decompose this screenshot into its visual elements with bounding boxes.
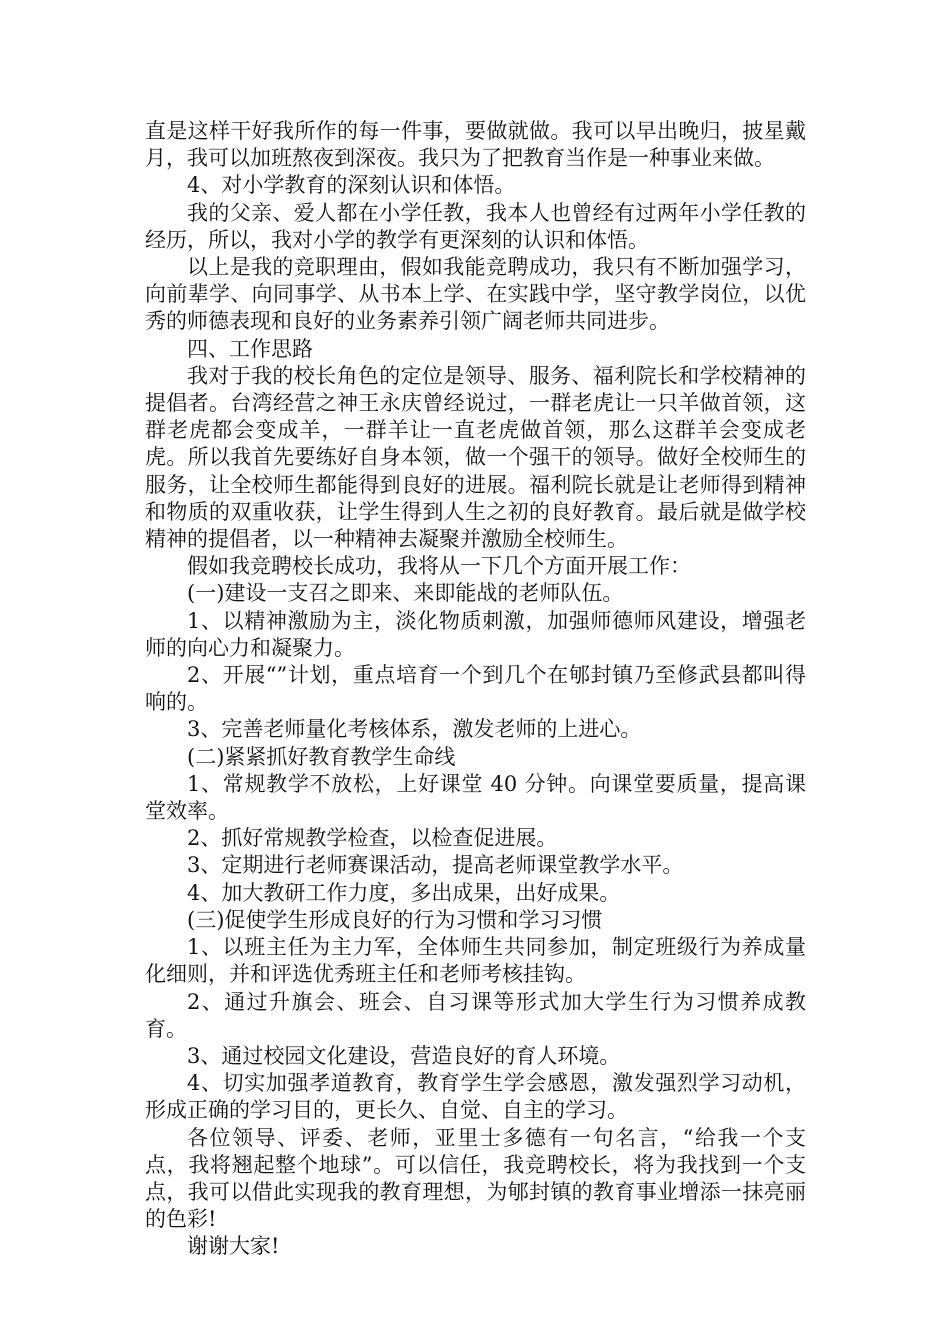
list-item: 4、加大教研工作力度，多出成果，出好成果。: [187, 880, 621, 905]
list-item: 3、通过校园文化建设，营造良好的育人环境。: [187, 1043, 621, 1068]
document-body: [145, 118, 806, 1261]
paragraph: 假如我竞聘校长成功，我将从一下几个方面开展工作：: [187, 554, 691, 579]
paragraph-continuation: 直是这样干好我所作的每一件事，要做就做。我可以早出晚归，披星戴月，我可以加班熬夜到深夜。我只为了把教育当作是一种事业来做。: [145, 119, 806, 171]
list-item: 2、通过升旗会、班会、自习课等形式加大学生行为习惯养成教育。: [145, 989, 806, 1041]
list-item: 2、开展“”计划，重点培育一个到几个在郇封镇乃至修武县都叫得响的。: [145, 663, 806, 715]
list-item: 3、完善老师量化考核体系，激发老师的上进心。: [187, 717, 642, 742]
paragraph: 以上是我的竞职理由，假如我能竞聘成功，我只有不断加强学习，向前辈学、向同事学、从书本上学、在实践中学，坚守教学岗位，以优秀的师德表现和良好的业务素养引领广阔老师共同进步。: [145, 255, 806, 334]
subsection-heading-1: (一)建设一支召之即来、来即能战的老师队伍。: [187, 581, 624, 606]
paragraph-heading-4: 4、对小学教育的深刻认识和体悟。: [187, 173, 516, 198]
paragraph-closing: 各位领导、评委、老师，亚里士多德有一句名言，“给我一个支点，我将翘起整个地球”。可以信任，我竞聘校长，将为我找到一个支点，我可以借此实现我的教育理想，为郇封镇的教育事业增添一抹亮丽的色彩!: [145, 1125, 806, 1232]
list-item: 3、定期进行老师赛课活动，提高老师课堂教学水平。: [187, 853, 684, 878]
paragraph: 我的父亲、爱人都在小学任教，我本人也曾经有过两年小学任教的经历，所以，我对小学的教学有更深刻的认识和体悟。: [145, 200, 806, 252]
list-item: 1、以精神激励为主，淡化物质刺激，加强师德师风建设，增强老师的向心力和凝聚力。: [145, 608, 806, 660]
paragraph: 我对于我的校长角色的定位是领导、服务、福利院长和学校精神的提倡者。台湾经营之神王永庆曾经说过，一群老虎让一只羊做首领，这群老虎都会变成羊，一群羊让一直老虎做首领，那么这群羊会变成老虎。所以我首先要练好自身本领，做一个强干的领导。做好全校师生的服务，让全校师生都能得到良好的进展。福利院长就是让老师得到精神和物质的双重收获，让学生得到人生之初的良好教育。最后就是做学校精神的提倡者，以一种精神去凝聚并激励全校师生。: [145, 363, 806, 552]
list-item: 1、以班主任为主力军，全体师生共同参加，制定班级行为养成量化细则，并和评选优秀班主任和老师考核挂钩。: [145, 935, 806, 987]
list-item: 2、抓好常规教学检查，以检查促进展。: [187, 826, 558, 851]
section-heading-work-ideas: 四、工作思路: [187, 336, 313, 361]
list-item: 1、常规教学不放松，上好课堂 40 分钟。向课堂要质量，提高课堂效率。: [145, 771, 806, 824]
subsection-heading-3: (三)促使学生形成良好的行为习惯和学习习惯: [187, 907, 603, 932]
list-item: 4、切实加强孝道教育，教育学生学会感恩，激发强烈学习动机，形成正确的学习目的，更长久、自觉、自主的学习。: [145, 1071, 806, 1123]
paragraph-thanks: 谢谢大家!: [187, 1234, 280, 1259]
subsection-heading-2: (二)紧紧抓好教育教学生命线: [187, 744, 456, 769]
